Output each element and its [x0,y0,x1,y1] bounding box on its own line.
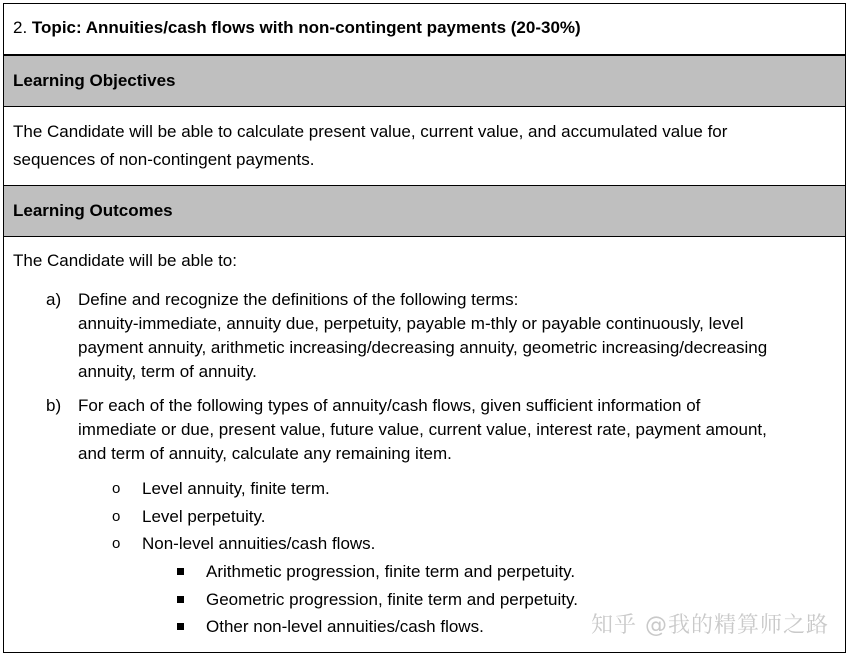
item-b-marker: b) [46,396,62,415]
item-b-line-2: immediate or due, present value, future value, current value, interest rate, payment amount, [78,420,767,439]
learning-outcomes-body [3,237,846,653]
learning-outcomes-heading [3,185,846,237]
item-a-line-4: annuity, term of annuity. [78,362,257,381]
sub-item-1: Level annuity, finite term. [142,479,330,498]
objectives-text-line-2: sequences of non-contingent payments. [13,150,315,169]
topic-row [3,3,846,56]
square-bullet-icon [177,623,184,630]
subsub-item-1: Arithmetic progression, finite term and perpetuity. [206,562,576,581]
item-a-line-2: annuity-immediate, annuity due, perpetuity, payable m-thly or payable continuously, level [78,314,744,333]
circle-bullet-icon: o [112,508,121,525]
item-b-line-1: For each of the following types of annuity/cash flows, given sufficient information of [78,396,701,415]
item-b-line-3: and term of annuity, calculate any remaining item. [78,444,452,463]
square-bullet-icon [177,568,184,575]
circle-bullet-icon: o [112,535,121,552]
item-a-marker: a) [46,290,62,309]
square-bullet-icon [177,596,184,603]
subsub-item-3: Other non-level annuities/cash flows. [206,617,484,636]
outcomes-intro: The Candidate will be able to: [13,251,237,270]
learning-objectives-heading [3,56,846,107]
objectives-text-line-1: The Candidate will be able to calculate present value, current value, and accumulated value for [13,122,728,141]
objectives-heading-text: Learning Objectives [13,71,176,90]
item-a-line-1: Define and recognize the definitions of the following terms: [78,290,519,309]
subsub-item-2: Geometric progression, finite term and perpetuity. [206,590,578,609]
topic-title: Topic: Annuities/cash flows with non-contingent payments (20-30%) [31,18,581,37]
sub-item-2: Level perpetuity. [142,507,266,526]
circle-bullet-icon: o [112,480,121,497]
learning-objectives-body [3,107,846,185]
outcomes-heading-text: Learning Outcomes [13,201,173,220]
item-a-line-3: payment annuity, arithmetic increasing/decreasing annuity, geometric increasing/decreasing [78,338,768,357]
watermark: 知乎 @我的精算师之路 [591,613,829,638]
sub-item-3: Non-level annuities/cash flows. [142,534,376,553]
topic-number: 2. [13,18,28,37]
